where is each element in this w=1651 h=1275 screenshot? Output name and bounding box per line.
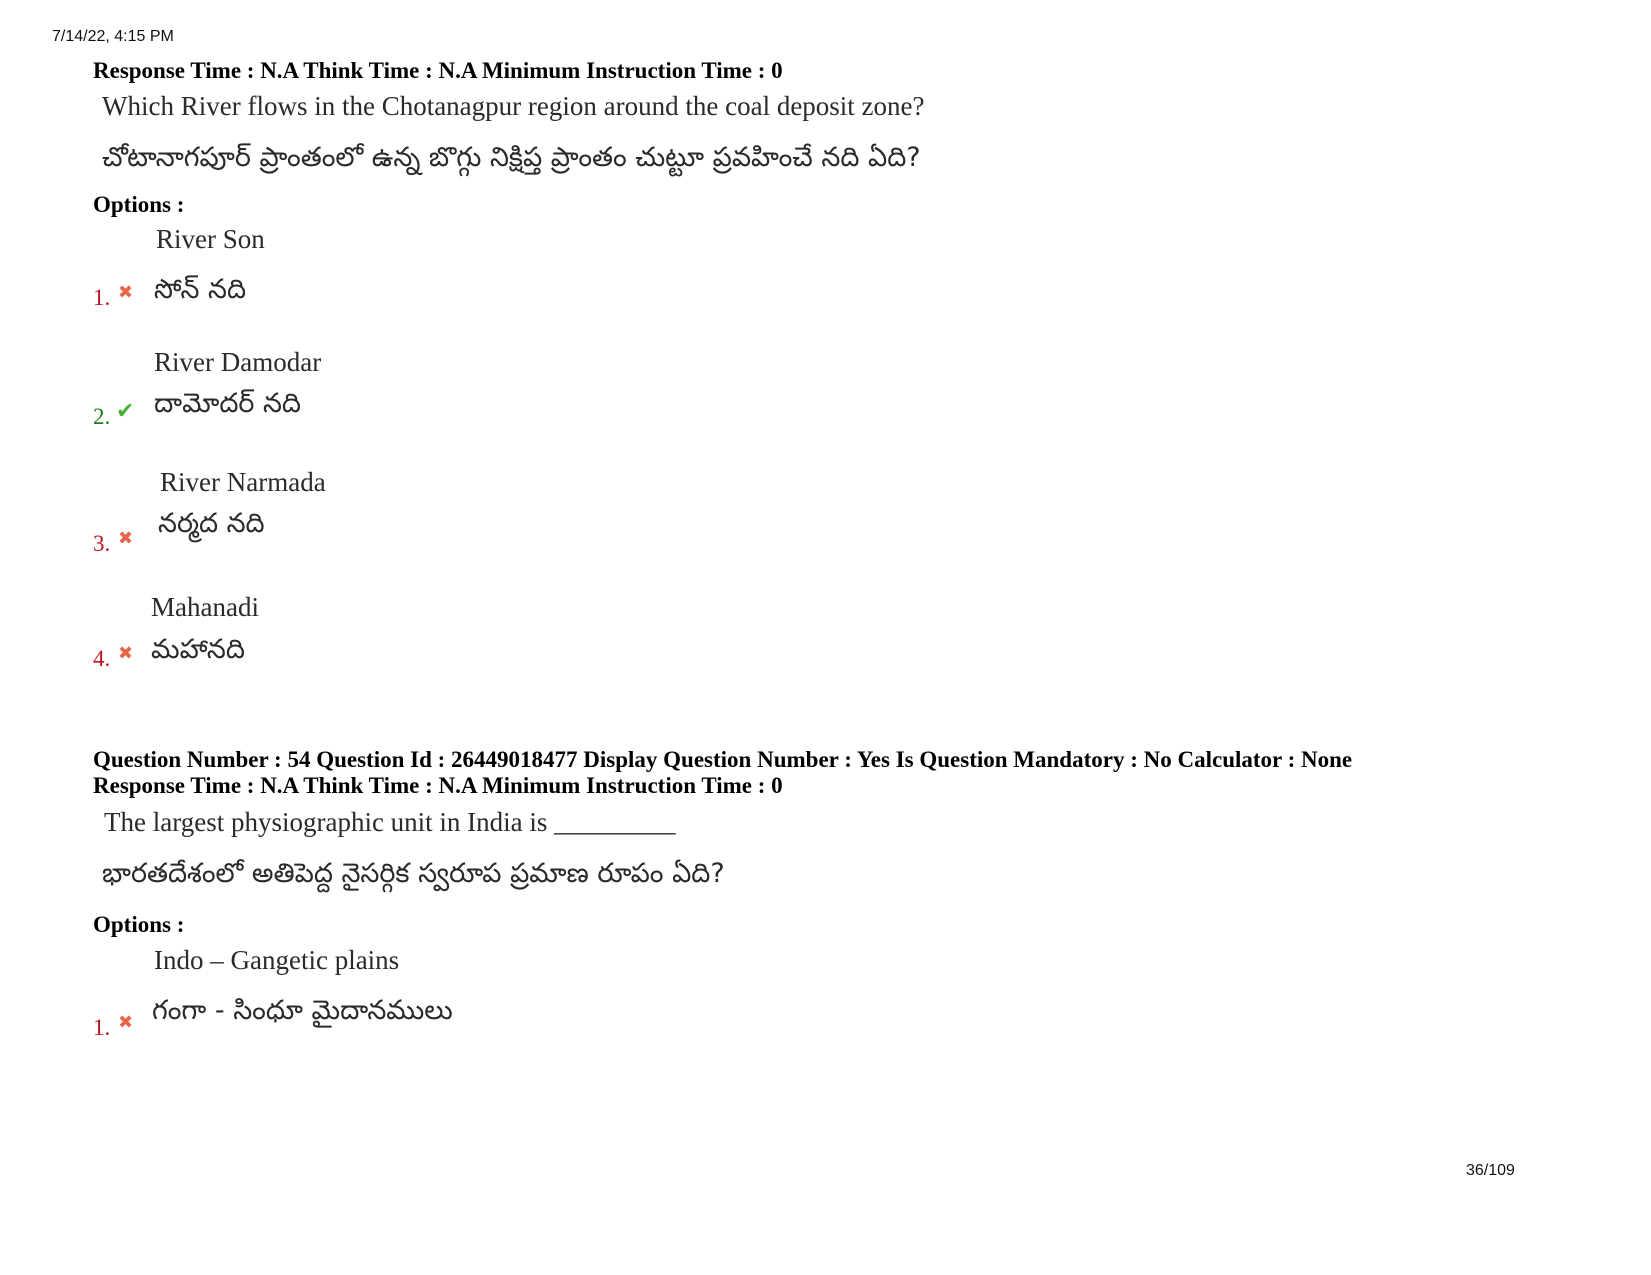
q53-question-text-english: Which River flows in the Chotanagpur region around the coal deposit zone? (102, 91, 925, 121)
q54-option-1-english: Indo – Gangetic plains (154, 945, 400, 975)
q53-option-1-number: 1. (93, 285, 111, 310)
cross-icon: ✖ (118, 282, 134, 303)
q53-option-3-telugu: నర్మద నది (158, 508, 265, 539)
q53-option-1-english: River Son (156, 224, 265, 254)
q53-option-2-telugu: దామోదర్ నది (154, 388, 301, 419)
check-icon: ✔ (116, 399, 135, 424)
q54-question-text-english: The largest physiographic unit in India is _________ (104, 807, 676, 837)
q54-question-text-telugu: భారతదేశంలో అతిపెద్ద నైసర్గిక స్వరూప ప్రమాణ రూపం ఏది? (102, 858, 725, 889)
cross-icon: ✖ (118, 643, 134, 664)
q53-question-text-telugu: చోటానాగపూర్ ప్రాంతంలో ఉన్న బొగ్గు నిక్షిప్త ప్రాంతం చుట్టూ ప్రవహించే నది ఏది? (102, 142, 921, 173)
cross-icon: ✖ (118, 528, 134, 549)
q53-option-2-number: 2. (93, 404, 111, 429)
q53-option-4-english: Mahanadi (151, 592, 259, 622)
q53-option-1-telugu: సోన్ నది (154, 274, 247, 305)
q53-options-label: Options : (93, 192, 185, 217)
q54-option-1-number: 1. (93, 1015, 111, 1040)
q54-response-time-line: Response Time : N.A Think Time : N.A Minimum Instruction Time : 0 (93, 773, 783, 798)
q53-option-4-telugu: మహానది (151, 634, 245, 665)
page-number: 36/109 (1466, 1162, 1515, 1179)
q54-options-label: Options : (93, 912, 185, 937)
q53-option-4-number: 4. (93, 646, 111, 671)
q53-option-2-english: River Damodar (154, 347, 322, 377)
q53-option-3-number: 3. (93, 531, 111, 556)
print-timestamp: 7/14/22, 4:15 PM (52, 28, 174, 45)
q53-response-time-line: Response Time : N.A Think Time : N.A Minimum Instruction Time : 0 (93, 58, 783, 83)
q54-option-1-telugu: గంగా - సింధూ మైదానములు (152, 995, 453, 1026)
q54-question-header-line: Question Number : 54 Question Id : 26449018477 Display Question Number : Yes Is Question Mandatory : No Calculator : None (93, 747, 1353, 772)
q53-option-3-english: River Narmada (160, 467, 326, 497)
cross-icon: ✖ (118, 1012, 134, 1033)
